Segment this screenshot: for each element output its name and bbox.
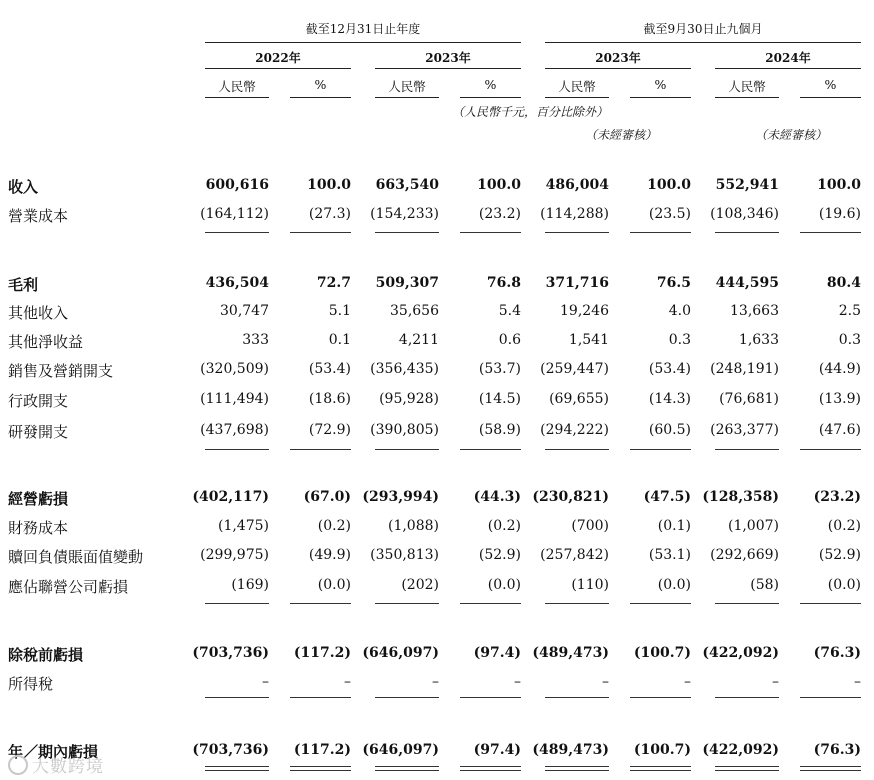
row-value: (53.1) (648, 547, 691, 563)
row-value: 552,941 (715, 177, 779, 193)
subtotal-rule (205, 697, 269, 698)
row-value: 436,504 (205, 275, 269, 291)
row-value: (248,191) (710, 361, 779, 377)
row-value: (97.4) (473, 742, 521, 758)
row-value: (23.2) (478, 206, 521, 222)
row-value: (14.3) (648, 391, 691, 407)
row-value: – (854, 674, 861, 690)
subtotal-rule (630, 449, 691, 450)
watermark (8, 752, 104, 777)
total-double-rule (205, 766, 269, 771)
row-value: (95,928) (379, 391, 439, 407)
row-value: 0.3 (838, 332, 861, 348)
watermark-text: 大數跨境 (32, 757, 104, 777)
row-value: (437,698) (200, 422, 269, 438)
sub-rule (630, 97, 691, 98)
subtotal-rule (800, 449, 861, 450)
row-value: (13.9) (818, 391, 861, 407)
total-double-rule (630, 766, 691, 771)
row-value: (154,233) (370, 206, 439, 222)
row-value: (110) (571, 577, 609, 593)
subtotal-rule (800, 603, 861, 604)
row-value: (257,842) (540, 547, 609, 563)
row-label: 銷售及營銷開支 (8, 362, 114, 380)
pct-header: % (484, 77, 497, 92)
year-rule (205, 68, 351, 69)
row-value: 35,656 (390, 303, 439, 319)
row-value: (100.7) (633, 645, 691, 661)
row-value: (1,475) (217, 518, 269, 534)
total-double-rule (375, 766, 439, 771)
row-value: (292,669) (710, 547, 779, 563)
subtotal-rule (205, 232, 269, 233)
row-value: (53.4) (308, 361, 351, 377)
year-header-2023-9m: 2023年 (595, 51, 641, 65)
row-value: (0.0) (317, 577, 351, 593)
year-header-2022: 2022年 (255, 51, 301, 65)
pct-header: % (314, 77, 327, 92)
row-value: (402,117) (192, 489, 269, 505)
row-value: 76.8 (486, 275, 521, 291)
subtotal-rule (800, 697, 861, 698)
sub-rule (800, 97, 861, 98)
row-value: (19.6) (818, 206, 861, 222)
row-value: (0.0) (657, 577, 691, 593)
row-value: (422,092) (702, 645, 779, 661)
subtotal-rule (375, 697, 439, 698)
subtotal-rule (715, 232, 779, 233)
row-value: (0.0) (827, 577, 861, 593)
row-value: (293,994) (362, 489, 439, 505)
row-value: – (344, 674, 351, 690)
row-value: 19,246 (560, 303, 609, 319)
row-value: (164,112) (200, 206, 269, 222)
row-label: 除稅前虧損 (8, 646, 84, 664)
row-value: (646,097) (362, 645, 439, 661)
row-value: (703,736) (192, 645, 269, 661)
row-value: (72.9) (308, 422, 351, 438)
row-value: (700) (571, 518, 609, 534)
row-value: 100.0 (817, 177, 861, 193)
row-value: (114,288) (540, 206, 609, 222)
subtotal-rule (715, 449, 779, 450)
total-double-rule (800, 766, 861, 771)
subtotal-rule (375, 232, 439, 233)
row-value: (58.9) (478, 422, 521, 438)
unaudited-note-2024: （未經審核） (755, 128, 828, 142)
row-label: 所得稅 (8, 675, 54, 693)
row-value: (128,358) (702, 489, 779, 505)
row-value: (489,473) (532, 645, 609, 661)
row-value: – (514, 674, 521, 690)
row-label: 應佔聯營公司虧損 (8, 578, 129, 596)
row-value: (1,088) (387, 518, 439, 534)
subtotal-rule (715, 603, 779, 604)
subtotal-rule (290, 697, 351, 698)
row-value: 371,716 (545, 275, 609, 291)
row-label: 營業成本 (8, 207, 69, 225)
total-double-rule (715, 766, 779, 771)
row-value: (111,494) (200, 391, 269, 407)
row-label: 行政開支 (8, 392, 69, 410)
row-label: 經營虧損 (8, 490, 69, 508)
watermark-logo-icon (8, 755, 28, 775)
row-value: (108,346) (710, 206, 779, 222)
subtotal-rule (545, 232, 609, 233)
subtotal-rule (630, 603, 691, 604)
row-value: 4.0 (668, 303, 691, 319)
subtotal-rule (545, 603, 609, 604)
row-label: 贖回負債賬面值變動 (8, 548, 144, 566)
row-value: 72.7 (316, 275, 351, 291)
row-value: 100.0 (647, 177, 691, 193)
row-value: 0.6 (498, 332, 521, 348)
currency-header: 人民幣 (728, 79, 766, 94)
year-rule (375, 68, 521, 69)
row-value: (14.5) (478, 391, 521, 407)
group-header-nine-months: 截至9月30日止九個月 (643, 22, 763, 36)
sub-rule (375, 97, 439, 98)
row-value: (350,813) (370, 547, 439, 563)
row-value: (53.4) (648, 361, 691, 377)
subtotal-rule (290, 232, 351, 233)
row-value: (23.5) (648, 206, 691, 222)
row-value: (0.2) (487, 518, 521, 534)
row-value: (320,509) (200, 361, 269, 377)
unit-note: （人民幣千元，百分比除外） (451, 105, 608, 119)
row-value: (117.2) (293, 645, 351, 661)
row-value: (0.1) (657, 518, 691, 534)
row-value: (76,681) (719, 391, 779, 407)
row-value: 444,595 (715, 275, 779, 291)
row-value: (117.2) (293, 742, 351, 758)
row-label: 研發開支 (8, 423, 69, 441)
row-value: – (684, 674, 691, 690)
row-value: (52.9) (818, 547, 861, 563)
subtotal-rule (290, 603, 351, 604)
row-value: (1,007) (727, 518, 779, 534)
subtotal-rule (205, 603, 269, 604)
currency-header: 人民幣 (218, 79, 256, 94)
row-value: 100.0 (477, 177, 521, 193)
subtotal-rule (545, 449, 609, 450)
row-value: (58) (750, 577, 779, 593)
row-value: (169) (231, 577, 269, 593)
row-value: – (432, 674, 439, 690)
currency-header: 人民幣 (558, 79, 596, 94)
subtotal-rule (545, 697, 609, 698)
row-value: (76.3) (813, 645, 861, 661)
row-label: 其他淨收益 (8, 333, 84, 351)
pct-header: % (824, 77, 837, 92)
unaudited-note-2023: （未經審核） (585, 128, 658, 142)
row-value: (47.5) (643, 489, 691, 505)
row-value: 0.1 (328, 332, 351, 348)
row-value: (76.3) (813, 742, 861, 758)
row-value: 1,541 (568, 332, 609, 348)
group-rule-9m (545, 42, 861, 43)
year-header-2024: 2024年 (765, 51, 811, 65)
year-header-2023-fy: 2023年 (425, 51, 471, 65)
row-value: 76.5 (656, 275, 691, 291)
row-value: (23.2) (813, 489, 861, 505)
row-label: 毛利 (8, 276, 39, 294)
year-rule (545, 68, 691, 69)
row-value: (47.6) (818, 422, 861, 438)
row-value: (390,805) (370, 422, 439, 438)
row-value: (294,222) (540, 422, 609, 438)
row-value: (27.3) (308, 206, 351, 222)
row-value: 509,307 (375, 275, 439, 291)
row-value: (53.7) (478, 361, 521, 377)
row-value: 30,747 (220, 303, 269, 319)
row-value: (69,655) (549, 391, 609, 407)
row-value: (0.2) (827, 518, 861, 534)
row-value: (422,092) (702, 742, 779, 758)
row-label: 其他收入 (8, 304, 69, 322)
row-value: 2.5 (838, 303, 861, 319)
row-value: 663,540 (375, 177, 439, 193)
row-value: (97.4) (473, 645, 521, 661)
row-value: (44.9) (818, 361, 861, 377)
row-label: 收入 (8, 178, 39, 196)
row-value: 5.1 (328, 303, 351, 319)
row-value: 333 (242, 332, 269, 348)
row-value: (259,447) (540, 361, 609, 377)
row-value: (49.9) (308, 547, 351, 563)
row-value: 100.0 (307, 177, 351, 193)
group-header-fiscal-year: 截至12月31日止年度 (305, 22, 421, 36)
subtotal-rule (460, 697, 521, 698)
row-value: 1,633 (738, 332, 779, 348)
sub-rule (545, 97, 609, 98)
subtotal-rule (630, 697, 691, 698)
row-value: 0.3 (668, 332, 691, 348)
currency-header: 人民幣 (388, 79, 426, 94)
total-double-rule (460, 766, 521, 771)
sub-rule (715, 97, 779, 98)
row-value: (52.9) (478, 547, 521, 563)
group-rule-fy (205, 42, 521, 43)
row-value: – (772, 674, 779, 690)
row-value: (263,377) (710, 422, 779, 438)
total-double-rule (545, 766, 609, 771)
row-value: (230,821) (532, 489, 609, 505)
row-value: (356,435) (370, 361, 439, 377)
subtotal-rule (630, 232, 691, 233)
row-value: 4,211 (398, 332, 439, 348)
subtotal-rule (375, 449, 439, 450)
row-value: (202) (401, 577, 439, 593)
row-value: (299,975) (200, 547, 269, 563)
year-rule (715, 68, 861, 69)
row-value: 486,004 (545, 177, 609, 193)
row-value: 13,663 (730, 303, 779, 319)
row-value: 80.4 (826, 275, 861, 291)
row-value: – (262, 674, 269, 690)
row-value: (60.5) (648, 422, 691, 438)
subtotal-rule (800, 232, 861, 233)
row-value: (0.0) (487, 577, 521, 593)
row-value: (18.6) (308, 391, 351, 407)
row-value: (100.7) (633, 742, 691, 758)
row-value: (44.3) (473, 489, 521, 505)
row-value: – (602, 674, 609, 690)
sub-rule (205, 97, 269, 98)
subtotal-rule (460, 232, 521, 233)
row-label: 財務成本 (8, 519, 69, 537)
row-value: (489,473) (532, 742, 609, 758)
subtotal-rule (290, 449, 351, 450)
subtotal-rule (205, 449, 269, 450)
subtotal-rule (460, 603, 521, 604)
sub-rule (290, 97, 351, 98)
total-double-rule (290, 766, 351, 771)
pct-header: % (654, 77, 667, 92)
row-value: (67.0) (303, 489, 351, 505)
row-value: 5.4 (498, 303, 521, 319)
row-value: (646,097) (362, 742, 439, 758)
row-value: (703,736) (192, 742, 269, 758)
row-value: (0.2) (317, 518, 351, 534)
subtotal-rule (460, 449, 521, 450)
subtotal-rule (715, 697, 779, 698)
subtotal-rule (375, 603, 439, 604)
sub-rule (460, 97, 521, 98)
row-value: 600,616 (205, 177, 269, 193)
row-label: 年／期內虧損 (8, 743, 99, 761)
